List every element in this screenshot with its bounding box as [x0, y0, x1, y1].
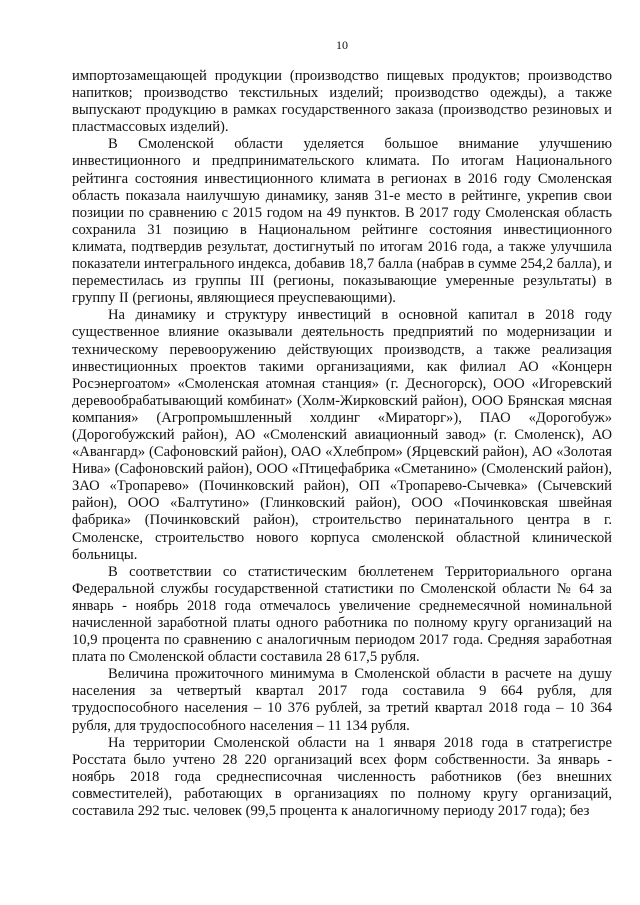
paragraph-organizations-employment: На территории Смоленской области на 1 января 2018 года в статрегистре Росстата было учтено 28 220 организаций всех форм собственности. За январь - ноябрь 2018 года среднесписочная численность работников (без внешних совместителей), работающих в организациях по полному кругу организаций, составила 292 тыс. человек (99,5 процента к аналогичному периоду 2017 года); без [72, 734, 612, 820]
paragraph-investment-projects: На динамику и структуру инвестиций в основной капитал в 2018 году существенное влияние оказывали деятельность предприятий по модернизации и техническому перевооружению действующих производств, а также реализация инвестиционных проектов такими организациями, как филиал АО «Концерн Росэнергоатом» «Смоленская атомная станция» (г. Десногорск), ООО «Игоревский деревообрабатывающий комбинат» (Холм-Жирковский район), ООО Брянская мясная компания» (Агропромышленный холдинг «Мираторг»), ПАО «Дорогобуж» (Дорогобужский район), АО «Смоленский авиационный завод» (г. Смоленск), АО «Авангард» (Сафоновский район), ОАО «Хлебпром» (Ярцевский район), АО «Золотая Нива» (Сафоновский район), ООО «Птицефабрика «Сметанино» (Смоленский район), ЗАО «Тропарево» (Починковский район), ОП «Тропарево-Сычевка» (Сычевский район), ООО «Балтутино» (Глинковский район), ООО «Починковская швейная фабрика» (Починковский район), строительство перинатального центра в г. Смоленске, строительство нового корпуса смоленской областной клинической больницы. [72, 307, 612, 563]
paragraph-import-substitution: импортозамещающей продукции (производство пищевых продуктов; производство напитков; производство текстильных изделий; производство одежды), а также выпускают продукцию в рамках государственного заказа (производство резиновых и пластмассовых изделий). [72, 68, 612, 136]
paragraph-subsistence-minimum: Величина прожиточного минимума в Смоленской области в расчете на душу населения за четвертый квартал 2017 года составила 9 664 рубля, для трудоспособного населения – 10 376 рублей, за третий квартал 2018 года – 10 364 рубля, для трудоспособного населения – 11 134 рубля. [72, 666, 612, 734]
paragraph-wages: В соответствии со статистическим бюллетенем Территориального органа Федеральной службы государственной статистики по Смоленской области № 64 за январь - ноябрь 2018 года отмечалось увеличение среднемесячной номинальной начисленной заработной платы одного работника по полному кругу организаций на 10,9 процента по сравнению с аналогичным периодом 2017 года. Средняя заработная плата по Смоленской области составила 28 617,5 рубля. [72, 563, 612, 666]
page-number: 10 [336, 38, 348, 52]
paragraph-investment-climate: В Смоленской области уделяется большое внимание улучшению инвестиционного и предпринимательского климата. По итогам Национального рейтинга состояния инвестиционного климата в регионах в 2016 году Смоленская область показала наилучшую динамику, заняв 31-е место в рейтинге, укрепив свои позиции по сравнению с 2015 годом на 49 пунктов. В 2017 году Смоленская область сохранила 31 позицию в Национальном рейтинге состояния инвестиционного климата, подтвердив результат, достигнутый по итогам 2016 года, а также улучшила показатели интегрального индекса, добавив 18,7 балла (набрав в сумме 254,2 балла), и переместилась из группы III (регионы, показывающие умеренные результаты) в группу II (регионы, являющиеся преуспевающими). [72, 136, 612, 307]
